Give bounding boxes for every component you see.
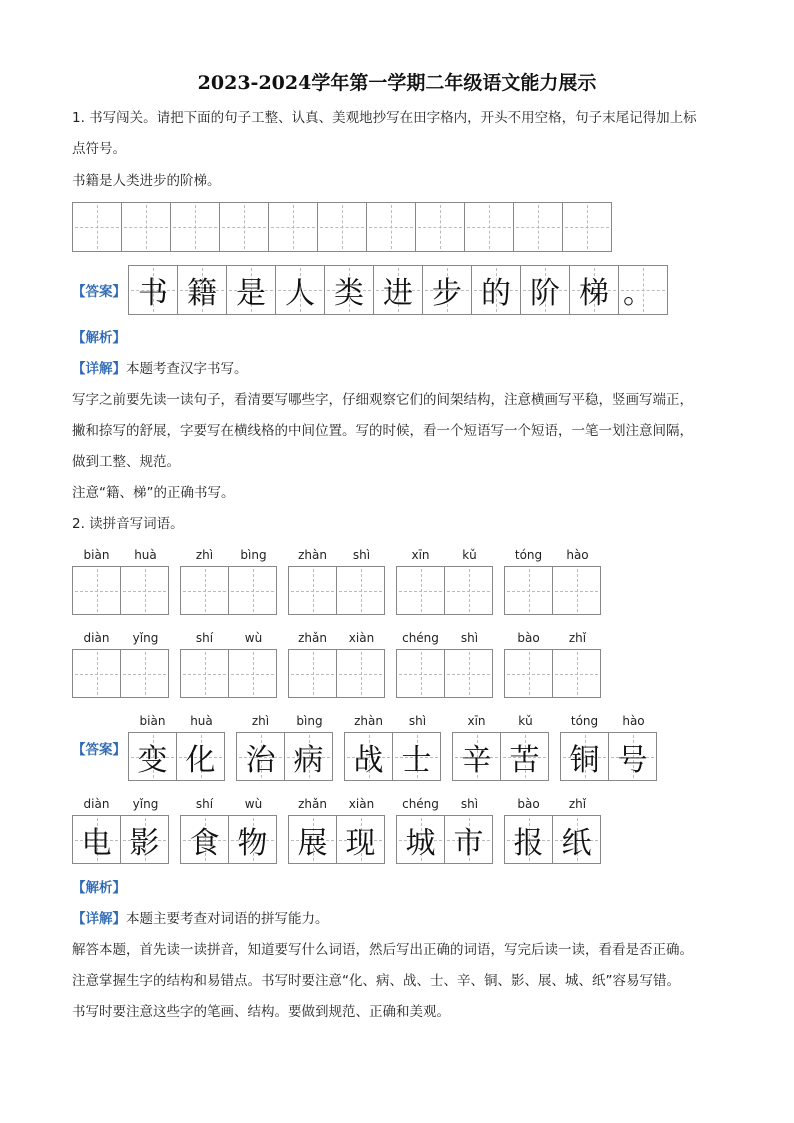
answer-char: 报 [513, 825, 544, 861]
grid-guide-v [440, 205, 441, 249]
word-cells [452, 732, 550, 781]
q1-para3: 做到工整、规范。 [72, 454, 180, 470]
q1-answer-grid [128, 265, 668, 315]
q1-prompt-line2: 点符号。 [72, 141, 126, 157]
answer-cell [128, 265, 178, 315]
word-cells [396, 815, 494, 864]
answer-word-group [236, 714, 334, 781]
q2-analysis-tag: 【解析】 [72, 880, 126, 896]
answer-char: 物 [237, 825, 268, 861]
answer-cell [324, 265, 374, 315]
word-cells [288, 649, 386, 698]
answer-word-group [288, 797, 386, 864]
q2-detail-text: 本题主要考查对词语的拼写能力。 [126, 911, 329, 927]
answer-cell [128, 732, 177, 781]
answer-word-group [72, 797, 170, 864]
answer-char: 铜 [569, 742, 600, 778]
answer-char: 化 [185, 742, 216, 778]
writing-cell[interactable] [366, 202, 416, 252]
writing-cell[interactable] [552, 649, 601, 698]
word-cells [72, 649, 170, 698]
answer-char: 市 [453, 825, 484, 861]
pinyin-syllable: kǔ [518, 714, 533, 728]
pinyin-syllable: huà [134, 548, 157, 562]
grid-guide-v [97, 652, 98, 695]
pinyin-syllable: tóng [514, 548, 543, 562]
writing-cell[interactable] [444, 649, 493, 698]
word-group [396, 548, 494, 615]
writing-cell[interactable] [72, 202, 122, 252]
writing-cell[interactable] [268, 202, 318, 252]
answer-cell [120, 815, 169, 864]
answer-word-group [396, 797, 494, 864]
grid-guide-v [529, 652, 530, 695]
q1-detail-text: 本题考查汉字书写。 [126, 361, 248, 377]
pinyin-syllable: zhàn [354, 714, 383, 728]
answer-char: 是 [236, 276, 266, 311]
word-group [504, 548, 602, 615]
pinyin-row [396, 631, 494, 649]
answer-char: 现 [345, 825, 376, 861]
pinyin-syllable: xīn [467, 714, 486, 728]
word-cells [72, 815, 170, 864]
grid-guide-v [421, 652, 422, 695]
grid-guide-v [205, 652, 206, 695]
page-title: 2023-2024学年第一学期二年级语文能力展示 [197, 72, 597, 94]
q1-blank-grid[interactable] [72, 202, 612, 252]
pinyin-syllable: shì [460, 797, 479, 811]
answer-cell [72, 815, 121, 864]
pinyin-syllable: xiàn [348, 631, 375, 645]
answer-cell [228, 815, 277, 864]
pinyin-syllable: zhǎn [298, 631, 327, 645]
writing-cell[interactable] [180, 649, 229, 698]
answer-cell [226, 265, 276, 315]
answer-char: 纸 [561, 825, 592, 861]
answer-cell [396, 815, 445, 864]
grid-guide-v [587, 205, 588, 249]
pinyin-syllable: bào [517, 797, 540, 811]
writing-cell[interactable] [72, 566, 121, 615]
answer-char: 。 [623, 276, 653, 311]
pinyin-syllable: chéng [402, 631, 439, 645]
word-cells [396, 649, 494, 698]
pinyin-syllable: yǐng [132, 797, 159, 811]
answer-cell [288, 815, 337, 864]
pinyin-syllable: hào [622, 714, 645, 728]
q1-para2: 撇和捺写的舒展，字要写在横线格的中间位置。写的时候，看一个短语写一个短语，一笔一划注意间隔， [72, 423, 693, 439]
word-cells [560, 732, 658, 781]
writing-cell[interactable] [464, 202, 514, 252]
writing-cell[interactable] [336, 566, 385, 615]
answer-cell [560, 732, 609, 781]
writing-cell[interactable] [504, 649, 553, 698]
writing-cell[interactable] [396, 649, 445, 698]
answer-cell [344, 732, 393, 781]
pinyin-row [396, 548, 494, 566]
grid-guide-v [253, 569, 254, 612]
word-cells [72, 566, 170, 615]
answer-cell [284, 732, 333, 781]
pinyin-row [344, 714, 442, 732]
pinyin-syllable: hào [566, 548, 589, 562]
answer-char: 病 [293, 742, 324, 778]
answer-cell [504, 815, 553, 864]
writing-cell[interactable] [336, 649, 385, 698]
q1-analysis-tag: 【解析】 [72, 330, 126, 346]
answer-cell [569, 265, 619, 315]
grid-guide-v [361, 652, 362, 695]
answer-cell [422, 265, 472, 315]
answer-char: 步 [432, 276, 462, 311]
pinyin-syllable: tóng [570, 714, 599, 728]
pinyin-syllable: zhì [251, 714, 270, 728]
grid-guide-v [313, 652, 314, 695]
pinyin-syllable: xīn [411, 548, 430, 562]
pinyin-row [288, 797, 386, 815]
answer-cell [520, 265, 570, 315]
pinyin-row [72, 631, 170, 649]
writing-cell[interactable] [170, 202, 220, 252]
pinyin-syllable: zhì [195, 548, 214, 562]
q1-prompt-line1: 1. 书写闯关。请把下面的句子工整、认真、美观地抄写在田字格内，开头不用空格，句子末尾记得加上标 [72, 110, 697, 126]
pinyin-syllable: diàn [83, 631, 110, 645]
grid-guide-v [421, 569, 422, 612]
answer-cell [452, 732, 501, 781]
pinyin-syllable: wù [244, 631, 263, 645]
grid-guide-v [313, 569, 314, 612]
pinyin-syllable: zhǐ [568, 797, 587, 811]
grid-guide-v [293, 205, 294, 249]
grid-guide-v [469, 569, 470, 612]
grid-guide-v [146, 205, 147, 249]
q1-detail-tag: 【详解】 [72, 361, 126, 377]
pinyin-row [504, 631, 602, 649]
answer-cell [177, 265, 227, 315]
writing-cell[interactable] [228, 566, 277, 615]
pinyin-syllable: zhàn [298, 548, 327, 562]
answer-char: 号 [617, 742, 648, 778]
writing-cell[interactable] [180, 566, 229, 615]
answer-cell [444, 815, 493, 864]
answer-cell [275, 265, 325, 315]
pinyin-syllable: shí [195, 797, 214, 811]
answer-word-group [504, 797, 602, 864]
word-group [288, 631, 386, 698]
pinyin-row [180, 631, 278, 649]
grid-guide-v [195, 205, 196, 249]
answer-word-group [560, 714, 658, 781]
word-group [288, 548, 386, 615]
grid-guide-v [145, 652, 146, 695]
word-cells [236, 732, 334, 781]
answer-word-group [344, 714, 442, 781]
word-cells [128, 732, 226, 781]
answer-cell [618, 265, 668, 315]
writing-cell[interactable] [121, 202, 171, 252]
pinyin-syllable: chéng [402, 797, 439, 811]
grid-guide-v [97, 569, 98, 612]
word-cells [180, 566, 278, 615]
pinyin-syllable: biàn [83, 548, 110, 562]
answer-char: 籍 [187, 276, 217, 311]
q2-prompt: 2. 读拼音写词语。 [72, 516, 184, 532]
pinyin-row [504, 548, 602, 566]
grid-guide-v [469, 652, 470, 695]
answer-char: 人 [285, 276, 315, 311]
word-cells [344, 732, 442, 781]
answer-char: 类 [334, 276, 364, 311]
word-cells [504, 566, 602, 615]
pinyin-syllable: shí [195, 631, 214, 645]
pinyin-row [288, 548, 386, 566]
q2-detail-tag: 【详解】 [72, 911, 126, 927]
q2-para1: 解答本题，首先读一读拼音，知道要写什么词语，然后写出正确的词语，写完后读一读，看看是否正确。 [72, 942, 693, 958]
pinyin-row [396, 797, 494, 815]
pinyin-syllable: shì [352, 548, 371, 562]
answer-word-group [128, 714, 226, 781]
pinyin-syllable: zhǐ [568, 631, 587, 645]
word-group [72, 548, 170, 615]
answer-cell [500, 732, 549, 781]
q2-answer-tag: 【答案】 [72, 742, 126, 758]
pinyin-syllable: kǔ [462, 548, 477, 562]
q1-sentence: 书籍是人类进步的阶梯。 [72, 173, 221, 189]
writing-cell[interactable] [552, 566, 601, 615]
answer-char: 变 [137, 742, 168, 778]
grid-guide-v [538, 205, 539, 249]
answer-cell [176, 732, 225, 781]
word-cells [288, 815, 386, 864]
pinyin-syllable: wù [244, 797, 263, 811]
q2-detail [72, 909, 329, 929]
pinyin-row [560, 714, 658, 732]
word-group [180, 548, 278, 615]
answer-cell [236, 732, 285, 781]
writing-cell[interactable] [562, 202, 612, 252]
answer-cell [373, 265, 423, 315]
answer-char: 影 [129, 825, 160, 861]
grid-guide-v [391, 205, 392, 249]
q1-note: 注意“籍、梯”的正确书写。 [72, 485, 235, 501]
grid-guide-v [577, 569, 578, 612]
pinyin-row [452, 714, 550, 732]
writing-cell[interactable] [228, 649, 277, 698]
answer-cell [392, 732, 441, 781]
grid-guide-v [97, 205, 98, 249]
writing-cell[interactable] [317, 202, 367, 252]
writing-cell[interactable] [513, 202, 563, 252]
answer-char: 进 [383, 276, 413, 311]
word-group [180, 631, 278, 698]
writing-cell[interactable] [120, 566, 169, 615]
pinyin-row [288, 631, 386, 649]
answer-cell [608, 732, 657, 781]
answer-char: 食 [189, 825, 220, 861]
writing-cell[interactable] [72, 649, 121, 698]
grid-guide-v [529, 569, 530, 612]
pinyin-syllable: shì [460, 631, 479, 645]
pinyin-syllable: huà [190, 714, 213, 728]
word-cells [180, 649, 278, 698]
pinyin-syllable: shì [408, 714, 427, 728]
answer-cell [336, 815, 385, 864]
word-cells [504, 815, 602, 864]
grid-guide-v [577, 652, 578, 695]
pinyin-row [72, 797, 170, 815]
grid-guide-v [361, 569, 362, 612]
grid-guide-v [145, 569, 146, 612]
pinyin-syllable: bào [517, 631, 540, 645]
word-cells [288, 566, 386, 615]
answer-cell [552, 815, 601, 864]
answer-char: 电 [81, 825, 112, 861]
word-cells [180, 815, 278, 864]
word-group [396, 631, 494, 698]
writing-cell[interactable] [120, 649, 169, 698]
word-group [504, 631, 602, 698]
pinyin-row [504, 797, 602, 815]
grid-guide-v [244, 205, 245, 249]
pinyin-row [236, 714, 334, 732]
writing-cell[interactable] [415, 202, 465, 252]
pinyin-syllable: xiàn [348, 797, 375, 811]
pinyin-syllable: bìng [296, 714, 323, 728]
pinyin-row [180, 797, 278, 815]
q2-para2: 注意掌握生字的结构和易错点。书写时要注意“化、病、战、士、辛、铜、影、展、城、纸”容易写错。 [72, 973, 680, 989]
answer-char: 城 [405, 825, 436, 861]
pinyin-syllable: diàn [83, 797, 110, 811]
grid-guide-v [205, 569, 206, 612]
answer-char: 展 [297, 825, 328, 861]
answer-word-group [452, 714, 550, 781]
pinyin-syllable: yǐng [132, 631, 159, 645]
pinyin-row [72, 548, 170, 566]
answer-char: 战 [353, 742, 384, 778]
answer-char: 的 [481, 276, 511, 311]
answer-word-group [180, 797, 278, 864]
word-cells [396, 566, 494, 615]
writing-cell[interactable] [504, 566, 553, 615]
q1-detail [72, 359, 248, 379]
answer-char: 辛 [461, 742, 492, 778]
writing-cell[interactable] [288, 649, 337, 698]
answer-char: 书 [138, 276, 168, 311]
answer-char: 苦 [509, 742, 540, 778]
grid-guide-v [253, 652, 254, 695]
writing-cell[interactable] [219, 202, 269, 252]
pinyin-syllable: zhǎn [298, 797, 327, 811]
pinyin-row [128, 714, 226, 732]
answer-char: 梯 [579, 276, 609, 311]
pinyin-syllable: bìng [240, 548, 267, 562]
word-cells [504, 649, 602, 698]
answer-cell [180, 815, 229, 864]
writing-cell[interactable] [444, 566, 493, 615]
grid-guide-v [342, 205, 343, 249]
answer-char: 阶 [530, 276, 560, 311]
q1-answer-tag: 【答案】 [72, 284, 126, 300]
writing-cell[interactable] [396, 566, 445, 615]
grid-guide-v [489, 205, 490, 249]
answer-cell [471, 265, 521, 315]
pinyin-row [180, 548, 278, 566]
writing-cell[interactable] [288, 566, 337, 615]
q1-para1: 写字之前要先读一读句子，看清要写哪些字，仔细观察它们的间架结构，注意横画写平稳，竖画写端正， [72, 392, 693, 408]
q2-para3: 书写时要注意这些字的笔画、结构。要做到规范、正确和美观。 [72, 1004, 450, 1020]
word-group [72, 631, 170, 698]
answer-char: 治 [245, 742, 276, 778]
answer-char: 士 [401, 742, 432, 778]
pinyin-syllable: biàn [139, 714, 166, 728]
